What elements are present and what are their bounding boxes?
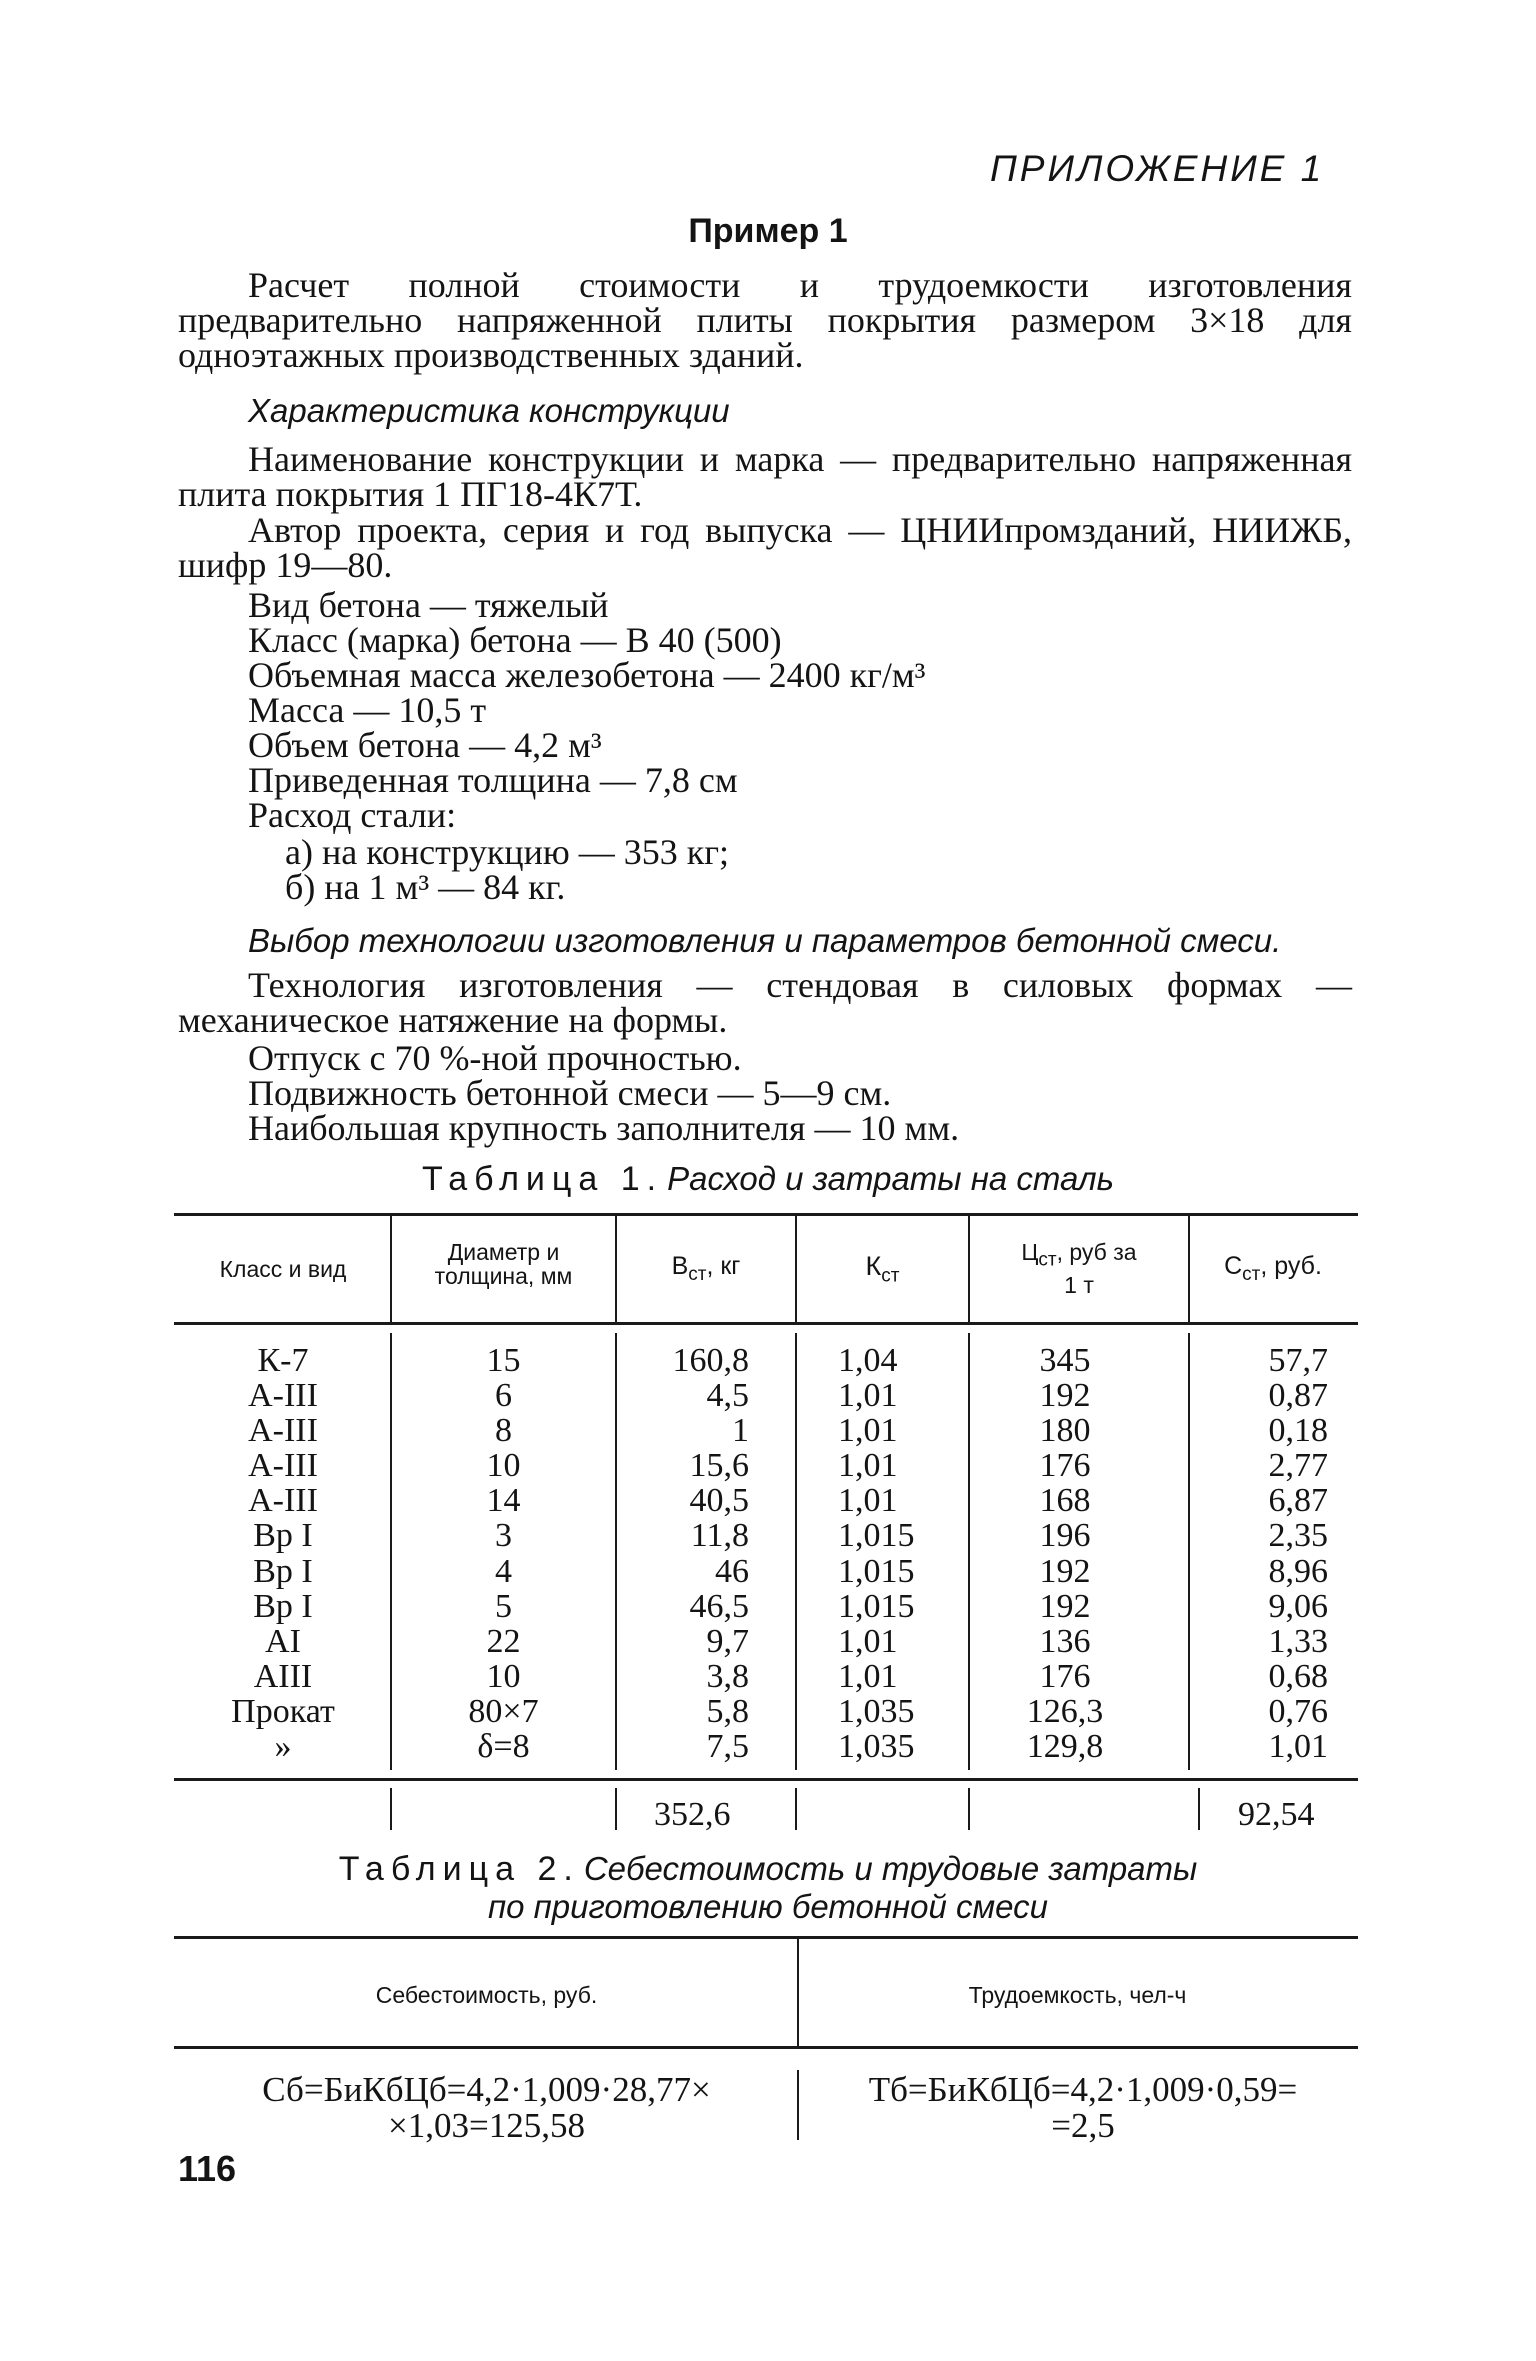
- header-price-line1: [970, 1240, 1188, 1273]
- table-cell: А-III: [248, 1482, 318, 1520]
- table-cell: 129,8: [1026, 1728, 1104, 1766]
- table-cell: 0,68: [1268, 1657, 1328, 1695]
- table-rule: [174, 1936, 1358, 1939]
- table-cell: 1,01: [838, 1412, 898, 1450]
- table-cell: АIII: [253, 1657, 313, 1695]
- construction-name-paragraph: Наименование конструкции и марка — предварительно напряженная плита покрытия 1 ПГ18-4К7Т.: [178, 439, 1352, 514]
- table-rule: [174, 1778, 1358, 1781]
- spec-line: Объем бетона — 4,2 м³: [248, 725, 602, 765]
- table-cell: 0,76: [1268, 1692, 1328, 1730]
- table-cell: 1,04: [838, 1342, 898, 1379]
- column-diameter: [392, 1343, 615, 1764]
- table-cell: Вр I: [253, 1587, 313, 1625]
- header-mass-symbol: В: [671, 1252, 689, 1280]
- labor-formula-line2: =2,5: [1051, 2106, 1115, 2145]
- table-cell: 1,01: [838, 1622, 898, 1660]
- table-cell: 1,015: [838, 1517, 915, 1555]
- spec-line: Класс (марка) бетона — В 40 (500): [248, 620, 782, 660]
- cost-formula-line2: ×1,03=125,58: [388, 2106, 585, 2145]
- table-cell: 8: [495, 1412, 512, 1450]
- table-cell: δ=8: [477, 1728, 530, 1766]
- table-cell: 176: [1039, 1447, 1091, 1485]
- column-divider: [1198, 1788, 1200, 1830]
- table-cell: Прокат: [231, 1692, 335, 1730]
- column-divider: [615, 1788, 617, 1830]
- table-cell: 126,3: [1026, 1692, 1104, 1730]
- labor-formula: [810, 2072, 1356, 2144]
- table-cell: 22: [486, 1622, 521, 1660]
- table-cell: 4: [495, 1552, 512, 1590]
- spec-line: Приведенная толщина — 7,8 см: [248, 760, 738, 800]
- column-price: [970, 1343, 1160, 1764]
- column-class: [178, 1343, 388, 1764]
- table-cell: Вр I: [253, 1552, 313, 1590]
- header-prime-cost: Себестоимость, руб.: [375, 1982, 598, 2008]
- header-price-line2: 1 т: [1064, 1271, 1094, 1298]
- table-cell: 57,7: [1268, 1342, 1328, 1379]
- table-cell: 5: [495, 1587, 512, 1625]
- page-number: 116: [178, 2148, 237, 2189]
- table-cell: 15,6: [689, 1447, 749, 1485]
- table1-title: Расход и затраты на сталь: [667, 1160, 1114, 1197]
- table-cell: 3: [495, 1517, 512, 1555]
- table1-caption: [0, 1160, 1536, 1199]
- section-heading-technology: Выбор технологии изготовления и параметров бетонной смеси.: [248, 922, 1282, 959]
- table-cell: 40,5: [689, 1482, 749, 1520]
- header-mass-sub: ст: [688, 1264, 707, 1285]
- table-cell: А-III: [248, 1377, 318, 1415]
- table-cell: 1,01: [1268, 1728, 1328, 1766]
- example-title: Пример 1: [688, 212, 848, 250]
- column-coefficient: [838, 1343, 964, 1764]
- spec-line: Объемная масса железобетона — 2400 кг/м³: [248, 655, 926, 695]
- table-cell: 176: [1039, 1657, 1091, 1695]
- table2-label: Таблица 2.: [338, 1850, 580, 1888]
- table-cell: 15: [486, 1342, 521, 1379]
- table-cell: 8,96: [1268, 1552, 1328, 1590]
- table-cell: 1,01: [838, 1447, 898, 1485]
- table-cell: 46,5: [689, 1587, 749, 1625]
- header-mass-unit: , кг: [706, 1252, 741, 1280]
- table-cell: 80×7: [468, 1692, 539, 1730]
- table-cell: 1,01: [838, 1657, 898, 1695]
- total-mass: 352,6: [654, 1796, 731, 1833]
- table-cell: 180: [1039, 1412, 1091, 1450]
- cost-formula: [178, 2072, 795, 2144]
- header-mass: [617, 1254, 795, 1287]
- table-cell: А-III: [248, 1412, 318, 1450]
- header-cost: [1190, 1254, 1356, 1287]
- table-cell: 1,015: [838, 1587, 915, 1625]
- table-cell: 46: [715, 1552, 749, 1590]
- header-price: [970, 1240, 1188, 1297]
- table-cell: 1,035: [838, 1692, 915, 1730]
- table-cell: 2,77: [1268, 1447, 1328, 1485]
- column-cost: [1190, 1343, 1328, 1764]
- labor-formula-line1: Тб=БиКбЦб=4,2·1,009·0,59=: [868, 2070, 1298, 2109]
- table-cell: 1,33: [1268, 1622, 1328, 1660]
- table-cell: 345: [1039, 1342, 1091, 1379]
- spec-line: Масса — 10,5 т: [248, 690, 487, 730]
- table-rule: [174, 2046, 1358, 2049]
- spec-line: Расход стали:: [248, 795, 457, 835]
- table1-label: Таблица 1.: [421, 1160, 664, 1198]
- table-cell: 6,87: [1268, 1482, 1328, 1520]
- project-author-paragraph: Автор проекта, серия и год выпуска — ЦНИИпромзданий, НИИЖБ, шифр 19—80.: [178, 510, 1352, 585]
- table-cell: 9,7: [706, 1622, 749, 1660]
- table-cell: АI: [265, 1622, 301, 1660]
- header-diameter: [392, 1240, 615, 1288]
- table-cell: Вр I: [253, 1517, 313, 1555]
- table-cell: 10: [486, 1657, 521, 1695]
- table-cell: 168: [1039, 1482, 1091, 1520]
- steel-item: б) на 1 м³ — 84 кг.: [285, 867, 566, 907]
- table-cell: А-III: [248, 1447, 318, 1485]
- section-heading-construction: Характеристика конструкции: [248, 392, 730, 429]
- header-labor: Трудоемкость, чел-ч: [968, 1982, 1187, 2008]
- cost-formula-line1: Сб=БиКбЦб=4,2·1,009·28,77×: [262, 2070, 711, 2109]
- table-cell: 7,5: [706, 1728, 749, 1766]
- column-divider: [795, 1788, 797, 1830]
- column-divider: [795, 1333, 797, 1770]
- column-divider: [797, 2070, 799, 2140]
- table-rule: [174, 1213, 1358, 1216]
- technology-line: Наибольшая крупность заполнителя — 10 мм.: [248, 1108, 960, 1148]
- table-cell: 196: [1039, 1517, 1091, 1555]
- header-price-symbol: Ц: [1021, 1239, 1039, 1265]
- column-divider: [390, 1788, 392, 1830]
- table-cell: 136: [1039, 1622, 1091, 1660]
- header-cost-symbol: С: [1224, 1252, 1243, 1280]
- table-cell: 2,35: [1268, 1517, 1328, 1555]
- column-divider: [968, 1788, 970, 1830]
- table-cell: 192: [1039, 1587, 1091, 1625]
- table-cell: 1: [732, 1412, 749, 1450]
- table2-title-line2: по приготовлению бетонной смеси: [487, 1888, 1049, 1925]
- table-cell: К-7: [257, 1342, 309, 1379]
- table-cell: 1,01: [838, 1482, 898, 1520]
- technology-line: Отпуск с 70 %-ной прочностью.: [248, 1038, 742, 1078]
- header-price-unit: , руб за: [1056, 1239, 1137, 1265]
- table-cell: 11,8: [690, 1517, 749, 1555]
- header-coef-symbol: К: [865, 1251, 882, 1281]
- total-cost: 92,54: [1238, 1796, 1315, 1833]
- table-cell: 14: [486, 1482, 521, 1520]
- table-rule: [174, 1322, 1358, 1325]
- table-cell: 6: [495, 1377, 512, 1415]
- table-cell: 4,5: [706, 1377, 749, 1415]
- header-cost-sub: ст: [1242, 1264, 1261, 1285]
- column-mass: [617, 1343, 749, 1764]
- table-cell: 1,01: [838, 1377, 898, 1415]
- intro-paragraph: Расчет полной стоимости и трудоемкости изготовления предварительно напряженной плиты покрытия размером 3×18 для одноэтажных производственных зданий.: [178, 265, 1352, 375]
- table-cell: 1,035: [838, 1728, 915, 1766]
- table-cell: 10: [486, 1447, 521, 1485]
- table-cell: 0,87: [1268, 1377, 1328, 1415]
- spec-line: Вид бетона — тяжелый: [248, 585, 609, 625]
- table-cell: 1,015: [838, 1552, 915, 1590]
- table-cell: 0,18: [1268, 1412, 1328, 1450]
- header-cost-unit: , руб.: [1260, 1252, 1322, 1280]
- header-price-sub: ст: [1038, 1249, 1057, 1271]
- table-cell: 3,8: [706, 1657, 749, 1695]
- table-cell: 9,06: [1268, 1587, 1328, 1625]
- table2-caption: [0, 1850, 1536, 1889]
- table-cell: »: [274, 1728, 292, 1766]
- appendix-heading: ПРИЛОЖЕНИЕ 1: [990, 148, 1325, 189]
- header-diameter-line1: Диаметр и: [447, 1239, 560, 1265]
- header-diameter-line2: толщина, мм: [434, 1263, 573, 1289]
- technology-paragraph: Технология изготовления — стендовая в силовых формах — механическое натяжение на формы.: [178, 965, 1352, 1040]
- table-cell: 160,8: [672, 1342, 749, 1379]
- table-cell: 5,8: [706, 1692, 749, 1730]
- steel-item: а) на конструкцию — 353 кг;: [285, 832, 729, 872]
- table-cell: 192: [1039, 1552, 1091, 1590]
- header-coef-sub: ст: [881, 1265, 900, 1287]
- table2-title-line1: Себестоимость и трудовые затраты: [583, 1850, 1198, 1887]
- technology-line: Подвижность бетонной смеси — 5—9 см.: [248, 1073, 892, 1113]
- header-coefficient: [797, 1251, 968, 1288]
- header-class: Класс и вид: [219, 1256, 347, 1282]
- table-cell: 192: [1039, 1377, 1091, 1415]
